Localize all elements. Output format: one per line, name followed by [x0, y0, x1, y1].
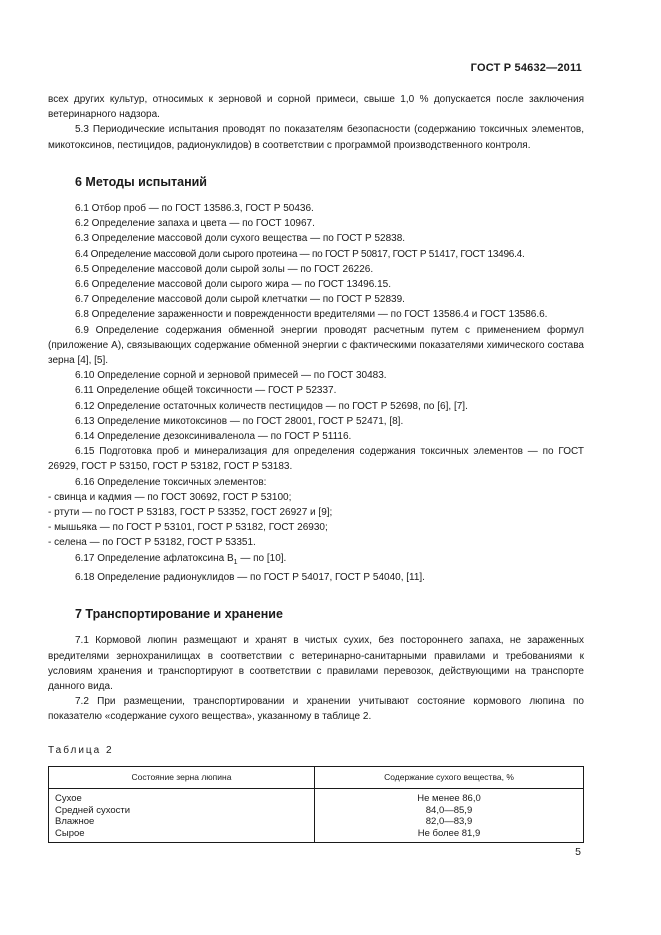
cell-state-dry: Сухое: [55, 793, 82, 805]
item-6-17-subscript: 1: [233, 558, 238, 566]
cell-value-dry: Не менее 86,0: [417, 793, 481, 805]
table-header-dry-matter: Содержание сухого вещества, %: [315, 766, 584, 789]
table-header-row: [49, 766, 584, 789]
list-item-6-1: 6.1 Отбор проб — по ГОСТ 13586.3, ГОСТ Р 50436.: [75, 203, 314, 215]
list-item-6-13: 6.13 Определение микотоксинов — по ГОСТ 28001, ГОСТ Р 52471, [8].: [75, 415, 404, 427]
cell-value-medium: 84,0—85,9: [425, 804, 473, 816]
list-item-6-18: 6.18 Определение радионуклидов — по ГОСТ Р 54017, ГОСТ Р 54040, [11].: [75, 571, 425, 583]
page-number: 5: [575, 846, 581, 858]
table-caption: Таблица 2: [48, 744, 114, 756]
list-item-mercury: - ртути — по ГОСТ Р 53183, ГОСТ Р 53352, ГОСТ 26927 и [9];: [48, 507, 333, 519]
paragraph-7-1: 7.1 Кормовой люпин размещают и хранят в чистых сухих, без постороннего запаха, не зараженных вредителями зернохранилищах в соответствии с ветеринарно-санитарными правилами и требованиями к условиям хранения и транспортируют в соответствии с правилами перевозок, действующими на транспорте данного вида.: [48, 635, 584, 692]
item-6-17-text: 6.17 Определение афлатоксина B: [75, 552, 234, 564]
cell-state-raw: Сырое: [55, 827, 85, 839]
list-item-6-9: 6.9 Определение содержания обменной энергии проводят расчетным путем с применением формул (приложение А), связывающих содержание обменной энергии с фактическими показателями химического состава зерна [4], [5].: [48, 324, 584, 367]
paragraph-5-3: 5.3 Периодические испытания проводят по показателям безопасности (содержанию токсичных элементов, микотоксинов, пестицидов, радионуклидов) в соответствии с программой производственного контроля.: [48, 124, 584, 151]
document-code: ГОСТ Р 54632—2011: [470, 62, 582, 74]
list-item-6-16: 6.16 Определение токсичных элементов:: [75, 476, 267, 488]
paragraph-7-2: 7.2 При размещении, транспортировании и хранении учитывают состояние кормового люпина по показателю «содержание сухого вещества», указанному в таблице 2.: [48, 696, 584, 723]
section-7-heading: 7 Транспортирование и хранение: [75, 607, 283, 622]
cell-value-wet: 82,0—83,9: [425, 816, 473, 828]
list-item-6-2: 6.2 Определение запаха и цвета — по ГОСТ 10967.: [75, 218, 315, 230]
list-item-arsenic: - мышьяка — по ГОСТ Р 53101, ГОСТ Р 53182, ГОСТ 26930;: [48, 522, 328, 534]
cell-state-medium: Средней сухости: [55, 804, 131, 816]
list-item-6-3: 6.3 Определение массовой доли сухого вещества — по ГОСТ Р 52838.: [75, 233, 406, 245]
list-item-lead-cadmium: - свинца и кадмия — по ГОСТ 30692, ГОСТ Р 53100;: [48, 491, 292, 503]
list-item-6-12: 6.12 Определение остаточных количеств пестицидов — по ГОСТ Р 52698, по [6], [7].: [75, 400, 468, 412]
list-item-6-8: 6.8 Определение зараженности и поврежденности вредителями — по ГОСТ 13586.4 и ГОСТ 13586.6.: [75, 309, 548, 321]
list-item-6-14: 6.14 Определение дезоксиниваленола — по ГОСТ Р 51116.: [75, 431, 352, 443]
paragraph-continued: всех других культур, относимых к зерновой и сорной примеси, свыше 1,0 % допускается после заключения ветеринарного надзора.: [48, 94, 584, 121]
list-item-6-10: 6.10 Определение сорной и зерновой примесей — по ГОСТ 30483.: [75, 370, 387, 382]
cell-value-raw: Не более 81,9: [417, 827, 481, 839]
table-header-state: Состояние зерна люпина: [49, 766, 315, 789]
table-cell-values: [315, 789, 584, 843]
list-item-6-5: 6.5 Определение массовой доли сырой золы — по ГОСТ 26226.: [75, 263, 374, 275]
item-6-17-ref: — по [10].: [237, 552, 287, 564]
list-item-6-17: [48, 551, 584, 570]
list-item-6-11: 6.11 Определение общей токсичности — ГОСТ Р 52337.: [75, 385, 337, 397]
list-item-6-6: 6.6 Определение массовой доли сырого жира — по ГОСТ 13496.15.: [75, 279, 391, 291]
section-6-heading: 6 Методы испытаний: [75, 174, 207, 189]
list-item-6-7: 6.7 Определение массовой доли сырой клетчатки — по ГОСТ Р 52839.: [75, 294, 405, 306]
table-cell-states: [49, 789, 315, 843]
table-2: [48, 766, 584, 844]
table-row: [49, 789, 584, 843]
cell-state-wet: Влажное: [55, 816, 95, 828]
list-item-6-15: 6.15 Подготовка проб и минерализация для определения содержания токсичных элементов — по ГОСТ 26929, ГОСТ Р 53150, ГОСТ Р 53182, ГОСТ Р 53183.: [48, 446, 584, 473]
page-content: [48, 92, 584, 843]
list-item-selenium: - селена — по ГОСТ Р 53182, ГОСТ Р 53351.: [48, 537, 256, 549]
list-item-6-4: 6.4 Определение массовой доли сырого протеина — по ГОСТ Р 50817, ГОСТ Р 51417, ГОСТ 13496.4.: [75, 248, 525, 260]
